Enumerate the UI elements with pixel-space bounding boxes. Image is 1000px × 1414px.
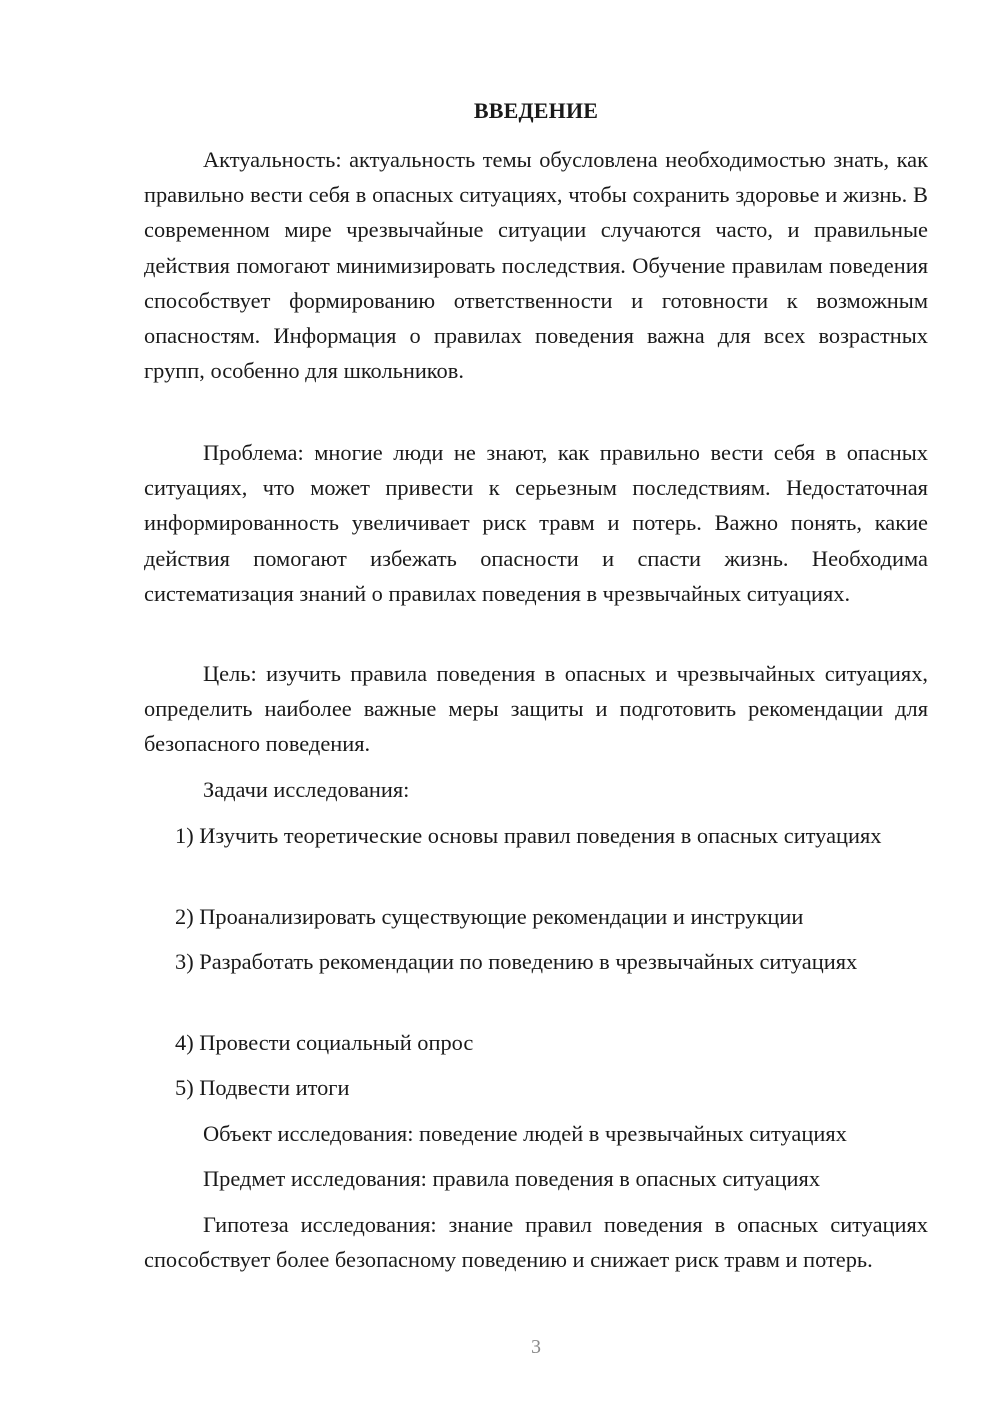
task-item-2: 2) Проанализировать существующие рекомендации и инструкции — [175, 904, 804, 929]
hypothesis-paragraph: Гипотеза исследования: знание правил поведения в опасных ситуациях способствует более безопасному поведению и снижает риск травм и потерь. — [144, 1212, 928, 1273]
goal-paragraph: Цель: изучить правила поведения в опасных и чрезвычайных ситуациях, определить наиболее важные меры защиты и подготовить рекомендации для безопасного поведения. — [144, 661, 928, 757]
subject-paragraph: Предмет исследования: правила поведения в опасных ситуациях — [203, 1166, 821, 1191]
task-item-3: 3) Разработать рекомендации по поведению в чрезвычайных ситуациях — [175, 949, 858, 974]
relevance-paragraph: Актуальность: актуальность темы обусловлена необходимостью знать, как правильно вести себя в опасных ситуациях, чтобы сохранить здоровье и жизнь. В современном мире чрезвычайные ситуации случаются часто, и правильные действия помогают минимизировать последствия. Обучение правилам поведения способствует формированию ответственности и готовности к возможным опасностям. Информация о правилах поведения важна для всех возрастных групп, особенно для школьников. — [144, 147, 928, 384]
problem-paragraph: Проблема: многие люди не знают, как правильно вести себя в опасных ситуациях, что может привести к серьезным последствиям. Недостаточная информированность увеличивает риск травм и потерь. Важно понять, какие действия помогают избежать опасности и спасти жизнь. Необходима систематизация знаний о правилах поведения в чрезвычайных ситуациях. — [144, 440, 928, 606]
tasks-heading: Задачи исследования: — [203, 777, 410, 802]
page-number: 3 — [531, 1336, 541, 1358]
task-item-5: 5) Подвести итоги — [175, 1075, 350, 1100]
object-paragraph: Объект исследования: поведение людей в чрезвычайных ситуациях — [203, 1121, 847, 1146]
task-item-1: 1) Изучить теоретические основы правил поведения в опасных ситуациях — [175, 823, 882, 848]
task-item-4: 4) Провести социальный опрос — [175, 1030, 474, 1055]
page-title: ВВЕДЕНИЕ — [473, 98, 599, 123]
